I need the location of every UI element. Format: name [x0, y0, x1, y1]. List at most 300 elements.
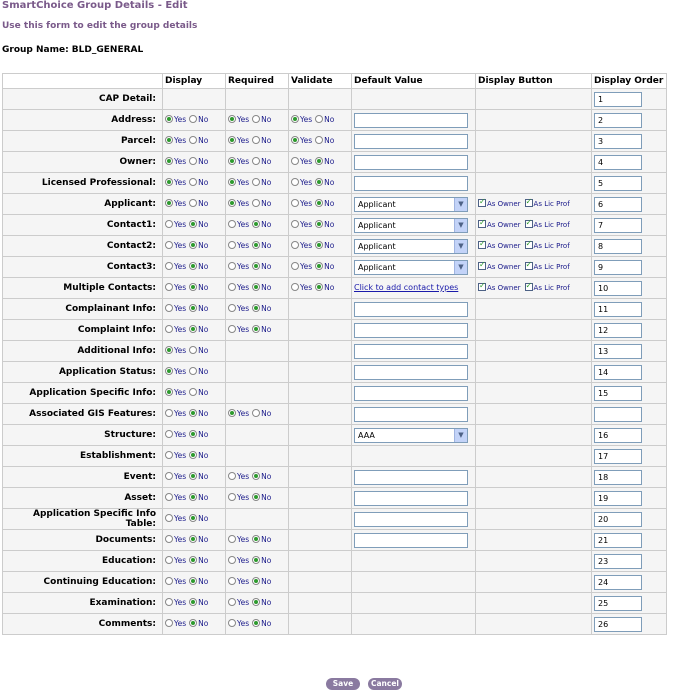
required-yes-radio[interactable]: [228, 577, 236, 585]
display-no-radio[interactable]: [189, 241, 197, 249]
display-yes-radio[interactable]: [165, 262, 173, 270]
validate-yes-radio[interactable]: [291, 241, 299, 249]
required-no-radio[interactable]: [252, 283, 260, 291]
table-row: [3, 593, 667, 614]
display-yes-radio[interactable]: [165, 304, 173, 312]
display-yes-radio[interactable]: [165, 619, 173, 627]
default-value-select[interactable]: [354, 428, 468, 443]
required-cell: [226, 383, 289, 404]
display-no-radio[interactable]: [189, 262, 197, 270]
display-cell: [163, 446, 226, 467]
default-value-cell: [352, 572, 476, 593]
validate-cell: [289, 278, 352, 299]
display-yes-label: Yes: [174, 199, 187, 208]
required-cell: [226, 509, 289, 530]
display-yes-radio[interactable]: [165, 556, 173, 564]
required-yes-radio[interactable]: [228, 304, 236, 312]
validate-no-label: No: [324, 262, 335, 271]
required-no-radio[interactable]: [252, 598, 260, 606]
display-order-input[interactable]: 10: [594, 281, 642, 296]
display-yes-radio[interactable]: [165, 115, 173, 123]
required-no-radio[interactable]: [252, 577, 260, 585]
default-value-cell: [352, 530, 476, 551]
required-no-radio[interactable]: [252, 304, 260, 312]
display-order-input[interactable]: 26: [594, 617, 642, 632]
required-yes-label: Yes: [237, 409, 250, 418]
required-cell: [226, 467, 289, 488]
row-label: Asset:: [3, 488, 163, 509]
display-yes-label: Yes: [174, 325, 187, 334]
validate-yes-radio[interactable]: [291, 199, 299, 207]
validate-cell: [289, 110, 352, 131]
table-row: [3, 488, 667, 509]
validate-yes-label: Yes: [300, 262, 313, 271]
required-no-radio[interactable]: [252, 619, 260, 627]
validate-no-radio[interactable]: [315, 115, 323, 123]
default-value-input[interactable]: [354, 344, 468, 359]
table-row: [3, 152, 667, 173]
as-lic-prof-checkbox[interactable]: [525, 199, 533, 207]
display-button-cell: [476, 404, 592, 425]
required-no-radio[interactable]: [252, 199, 260, 207]
required-cell: [226, 194, 289, 215]
page-title: SmartChoice Group Details - Edit: [2, 0, 188, 11]
as-lic-prof-checkbox[interactable]: [525, 283, 533, 291]
header-display: Display: [163, 74, 226, 89]
required-no-radio[interactable]: [252, 325, 260, 333]
display-yes-radio[interactable]: [165, 178, 173, 186]
default-value-input[interactable]: [354, 134, 468, 149]
validate-cell: [289, 593, 352, 614]
display-cell: [163, 614, 226, 635]
cancel-button[interactable]: Cancel: [368, 678, 402, 690]
display-order-cell: [592, 341, 667, 362]
validate-no-radio[interactable]: [315, 199, 323, 207]
display-order-input[interactable]: 19: [594, 491, 642, 506]
display-order-cell: [592, 404, 667, 425]
row-label: CAP Detail:: [3, 89, 163, 110]
default-value-input[interactable]: [354, 155, 468, 170]
table-row: [3, 509, 667, 530]
validate-cell: [289, 257, 352, 278]
validate-no-label: No: [324, 241, 335, 250]
required-yes-radio[interactable]: [228, 556, 236, 564]
default-value-input[interactable]: [354, 491, 468, 506]
chevron-down-icon[interactable]: ▼: [454, 261, 467, 274]
display-cell: [163, 173, 226, 194]
display-cell: [163, 509, 226, 530]
display-no-radio[interactable]: [189, 136, 197, 144]
default-value-input[interactable]: [354, 323, 468, 338]
display-no-radio[interactable]: [189, 346, 197, 354]
display-button-cell: [476, 467, 592, 488]
default-value-cell: [352, 89, 476, 110]
table-row: [3, 215, 667, 236]
display-yes-label: Yes: [174, 472, 187, 481]
required-no-radio[interactable]: [252, 136, 260, 144]
display-yes-radio[interactable]: [165, 598, 173, 606]
display-no-label: No: [198, 619, 209, 628]
display-no-label: No: [198, 115, 209, 124]
required-no-radio[interactable]: [252, 115, 260, 123]
display-no-radio[interactable]: [189, 451, 197, 459]
display-no-radio[interactable]: [189, 304, 197, 312]
display-order-cell: [592, 110, 667, 131]
display-order-input[interactable]: 2: [594, 113, 642, 128]
display-yes-radio[interactable]: [165, 388, 173, 396]
display-no-label: No: [198, 493, 209, 502]
required-no-radio[interactable]: [252, 493, 260, 501]
required-cell: [226, 320, 289, 341]
display-cell: [163, 362, 226, 383]
required-no-radio[interactable]: [252, 556, 260, 564]
display-no-label: No: [198, 262, 209, 271]
default-value-cell: [352, 614, 476, 635]
row-label: Parcel:: [3, 131, 163, 152]
default-value-input[interactable]: [354, 113, 468, 128]
as-owner-label: As Owner: [487, 284, 521, 292]
row-label: Contact3:: [3, 257, 163, 278]
required-no-radio[interactable]: [252, 157, 260, 165]
display-order-cell: [592, 299, 667, 320]
display-no-radio[interactable]: [189, 199, 197, 207]
display-order-input[interactable]: 12: [594, 323, 642, 338]
display-yes-radio[interactable]: [165, 157, 173, 165]
required-no-radio[interactable]: [252, 472, 260, 480]
display-no-label: No: [198, 304, 209, 313]
display-button-cell: [476, 341, 592, 362]
required-cell: [226, 215, 289, 236]
display-no-radio[interactable]: [189, 556, 197, 564]
table-row: [3, 257, 667, 278]
validate-cell: [289, 551, 352, 572]
default-value-input[interactable]: [354, 176, 468, 191]
display-yes-label: Yes: [174, 430, 187, 439]
default-value-input[interactable]: [354, 386, 468, 401]
display-order-input[interactable]: 11: [594, 302, 642, 317]
display-yes-radio[interactable]: [165, 535, 173, 543]
display-no-radio[interactable]: [189, 514, 197, 522]
required-no-label: No: [261, 409, 272, 418]
chevron-down-icon[interactable]: ▼: [454, 240, 467, 253]
display-order-cell: [592, 152, 667, 173]
required-yes-radio[interactable]: [228, 115, 236, 123]
display-no-radio[interactable]: [189, 367, 197, 375]
row-label: Multiple Contacts:: [3, 278, 163, 299]
display-yes-radio[interactable]: [165, 325, 173, 333]
display-yes-radio[interactable]: [165, 493, 173, 501]
as-lic-prof-checkbox[interactable]: [525, 220, 533, 228]
display-no-radio[interactable]: [189, 598, 197, 606]
default-value-input[interactable]: [354, 302, 468, 317]
table-row: [3, 530, 667, 551]
default-value-input[interactable]: [354, 512, 468, 527]
required-no-radio[interactable]: [252, 178, 260, 186]
display-order-input[interactable]: 15: [594, 386, 642, 401]
required-no-label: No: [261, 472, 272, 481]
validate-no-label: No: [324, 220, 335, 229]
display-order-cell: [592, 278, 667, 299]
validate-yes-radio[interactable]: [291, 283, 299, 291]
default-value-input[interactable]: [354, 533, 468, 548]
display-button-cell: [476, 299, 592, 320]
save-button[interactable]: Save: [326, 678, 360, 690]
required-yes-radio[interactable]: [228, 136, 236, 144]
default-value-input[interactable]: [354, 470, 468, 485]
display-button-cell: [476, 236, 592, 257]
display-no-radio[interactable]: [189, 493, 197, 501]
required-yes-radio[interactable]: [228, 283, 236, 291]
display-no-radio[interactable]: [189, 220, 197, 228]
display-no-radio[interactable]: [189, 283, 197, 291]
display-order-input[interactable]: 23: [594, 554, 642, 569]
required-cell: [226, 236, 289, 257]
required-yes-radio[interactable]: [228, 619, 236, 627]
display-order-input[interactable]: 9: [594, 260, 642, 275]
display-order-input[interactable]: 7: [594, 218, 642, 233]
required-no-radio[interactable]: [252, 535, 260, 543]
default-value-select[interactable]: [354, 239, 468, 254]
validate-no-radio[interactable]: [315, 157, 323, 165]
required-no-label: No: [261, 577, 272, 586]
validate-cell: [289, 488, 352, 509]
required-yes-radio[interactable]: [228, 178, 236, 186]
validate-no-label: No: [324, 283, 335, 292]
display-cell: [163, 131, 226, 152]
validate-no-radio[interactable]: [315, 262, 323, 270]
display-no-radio[interactable]: [189, 472, 197, 480]
display-yes-label: Yes: [174, 514, 187, 523]
validate-no-radio[interactable]: [315, 283, 323, 291]
row-label: Establishment:: [3, 446, 163, 467]
validate-no-label: No: [324, 157, 335, 166]
required-cell: [226, 131, 289, 152]
required-no-radio[interactable]: [252, 262, 260, 270]
required-yes-radio[interactable]: [228, 409, 236, 417]
default-value-cell: [352, 446, 476, 467]
display-order-input[interactable]: 4: [594, 155, 642, 170]
display-button-cell: [476, 110, 592, 131]
group-details-table: [2, 73, 667, 635]
display-cell: [163, 299, 226, 320]
required-yes-radio[interactable]: [228, 535, 236, 543]
default-value-select[interactable]: [354, 218, 468, 233]
required-cell: [226, 278, 289, 299]
display-cell: [163, 404, 226, 425]
display-yes-radio[interactable]: [165, 346, 173, 354]
display-no-radio[interactable]: [189, 409, 197, 417]
header-required: Required: [226, 74, 289, 89]
display-yes-label: Yes: [174, 535, 187, 544]
display-order-input[interactable]: 18: [594, 470, 642, 485]
display-no-radio[interactable]: [189, 619, 197, 627]
default-value-cell: [352, 341, 476, 362]
default-value-select[interactable]: [354, 197, 468, 212]
display-order-input[interactable]: [594, 407, 642, 422]
required-no-radio[interactable]: [252, 220, 260, 228]
display-yes-radio[interactable]: [165, 472, 173, 480]
row-label: Application Specific Info Table:: [3, 509, 163, 530]
display-no-radio[interactable]: [189, 535, 197, 543]
display-yes-radio[interactable]: [165, 430, 173, 438]
row-label: Complaint Info:: [3, 320, 163, 341]
display-yes-label: Yes: [174, 262, 187, 271]
required-no-label: No: [261, 598, 272, 607]
display-no-radio[interactable]: [189, 178, 197, 186]
display-order-input[interactable]: 21: [594, 533, 642, 548]
required-yes-label: Yes: [237, 136, 250, 145]
validate-cell: [289, 509, 352, 530]
validate-cell: [289, 383, 352, 404]
default-value-input[interactable]: [354, 407, 468, 422]
display-order-cell: [592, 131, 667, 152]
as-owner-checkbox[interactable]: [478, 199, 486, 207]
display-yes-radio[interactable]: [165, 514, 173, 522]
validate-no-radio[interactable]: [315, 220, 323, 228]
display-order-input[interactable]: 24: [594, 575, 642, 590]
display-order-input[interactable]: 3: [594, 134, 642, 149]
display-no-radio[interactable]: [189, 430, 197, 438]
display-button-cell: [476, 131, 592, 152]
display-order-input[interactable]: 1: [594, 92, 642, 107]
display-button-cell: [476, 383, 592, 404]
required-no-label: No: [261, 535, 272, 544]
display-yes-radio[interactable]: [165, 220, 173, 228]
validate-no-radio[interactable]: [315, 241, 323, 249]
chevron-down-icon[interactable]: ▼: [454, 429, 467, 442]
display-order-input[interactable]: 25: [594, 596, 642, 611]
required-yes-label: Yes: [237, 325, 250, 334]
required-yes-radio[interactable]: [228, 493, 236, 501]
required-yes-label: Yes: [237, 199, 250, 208]
display-order-input[interactable]: 14: [594, 365, 642, 380]
display-order-cell: [592, 530, 667, 551]
display-yes-radio[interactable]: [165, 409, 173, 417]
as-owner-checkbox[interactable]: [478, 241, 486, 249]
display-no-radio[interactable]: [189, 157, 197, 165]
header-validate: Validate: [289, 74, 352, 89]
validate-no-radio[interactable]: [315, 136, 323, 144]
display-yes-radio[interactable]: [165, 241, 173, 249]
required-yes-radio[interactable]: [228, 325, 236, 333]
required-yes-radio[interactable]: [228, 199, 236, 207]
required-cell: [226, 362, 289, 383]
display-yes-radio[interactable]: [165, 136, 173, 144]
default-value-cell: [352, 383, 476, 404]
required-cell: [226, 299, 289, 320]
display-order-input[interactable]: 6: [594, 197, 642, 212]
as-lic-prof-label: As Lic Prof: [533, 284, 570, 292]
display-order-input[interactable]: 5: [594, 176, 642, 191]
required-yes-radio[interactable]: [228, 241, 236, 249]
validate-yes-radio[interactable]: [291, 220, 299, 228]
default-value-selected: Applicant: [358, 199, 396, 209]
display-yes-radio[interactable]: [165, 577, 173, 585]
display-no-radio[interactable]: [189, 577, 197, 585]
chevron-down-icon[interactable]: ▼: [454, 219, 467, 232]
display-no-radio[interactable]: [189, 325, 197, 333]
required-cell: [226, 551, 289, 572]
validate-yes-radio[interactable]: [291, 115, 299, 123]
add-contact-types-link[interactable]: Click to add contact types: [354, 283, 459, 292]
required-cell: [226, 110, 289, 131]
default-value-select[interactable]: [354, 260, 468, 275]
validate-cell: [289, 404, 352, 425]
display-cell: [163, 320, 226, 341]
display-no-radio[interactable]: [189, 388, 197, 396]
display-cell: [163, 110, 226, 131]
display-button-cell: [476, 152, 592, 173]
required-yes-radio[interactable]: [228, 262, 236, 270]
display-no-label: No: [198, 598, 209, 607]
as-lic-prof-checkbox[interactable]: [525, 241, 533, 249]
validate-no-radio[interactable]: [315, 178, 323, 186]
display-no-label: No: [198, 283, 209, 292]
display-order-input[interactable]: 17: [594, 449, 642, 464]
as-owner-checkbox[interactable]: [478, 220, 486, 228]
display-button-cell: [476, 194, 592, 215]
as-owner-checkbox[interactable]: [478, 262, 486, 270]
validate-yes-radio[interactable]: [291, 178, 299, 186]
display-yes-radio[interactable]: [165, 199, 173, 207]
required-no-label: No: [261, 178, 272, 187]
display-yes-radio[interactable]: [165, 283, 173, 291]
validate-yes-radio[interactable]: [291, 136, 299, 144]
required-no-radio[interactable]: [252, 409, 260, 417]
display-order-input[interactable]: 8: [594, 239, 642, 254]
display-order-input[interactable]: 16: [594, 428, 642, 443]
display-yes-label: Yes: [174, 346, 187, 355]
display-order-input[interactable]: 20: [594, 512, 642, 527]
display-no-label: No: [198, 535, 209, 544]
validate-cell: [289, 236, 352, 257]
display-cell: [163, 215, 226, 236]
validate-yes-radio[interactable]: [291, 262, 299, 270]
display-yes-radio[interactable]: [165, 367, 173, 375]
table-row: [3, 572, 667, 593]
as-lic-prof-checkbox[interactable]: [525, 262, 533, 270]
required-cell: [226, 341, 289, 362]
as-owner-checkbox[interactable]: [478, 283, 486, 291]
display-no-radio[interactable]: [189, 115, 197, 123]
validate-yes-label: Yes: [300, 241, 313, 250]
display-order-input[interactable]: 13: [594, 344, 642, 359]
default-value-input[interactable]: [354, 365, 468, 380]
display-order-cell: [592, 425, 667, 446]
display-yes-radio[interactable]: [165, 451, 173, 459]
chevron-down-icon[interactable]: ▼: [454, 198, 467, 211]
table-row: [3, 299, 667, 320]
required-no-label: No: [261, 220, 272, 229]
as-lic-prof-label: As Lic Prof: [533, 221, 570, 229]
validate-cell: [289, 614, 352, 635]
group-name: Group Name: BLD_GENERAL: [2, 45, 144, 55]
required-cell: [226, 488, 289, 509]
required-yes-radio[interactable]: [228, 157, 236, 165]
display-yes-label: Yes: [174, 283, 187, 292]
validate-yes-radio[interactable]: [291, 157, 299, 165]
display-order-cell: [592, 236, 667, 257]
required-yes-radio[interactable]: [228, 472, 236, 480]
required-cell: [226, 614, 289, 635]
required-yes-radio[interactable]: [228, 598, 236, 606]
row-label: Comments:: [3, 614, 163, 635]
default-value-selected: Applicant: [358, 220, 396, 230]
required-yes-label: Yes: [237, 115, 250, 124]
header-row: [3, 74, 667, 89]
required-no-radio[interactable]: [252, 241, 260, 249]
required-yes-radio[interactable]: [228, 220, 236, 228]
